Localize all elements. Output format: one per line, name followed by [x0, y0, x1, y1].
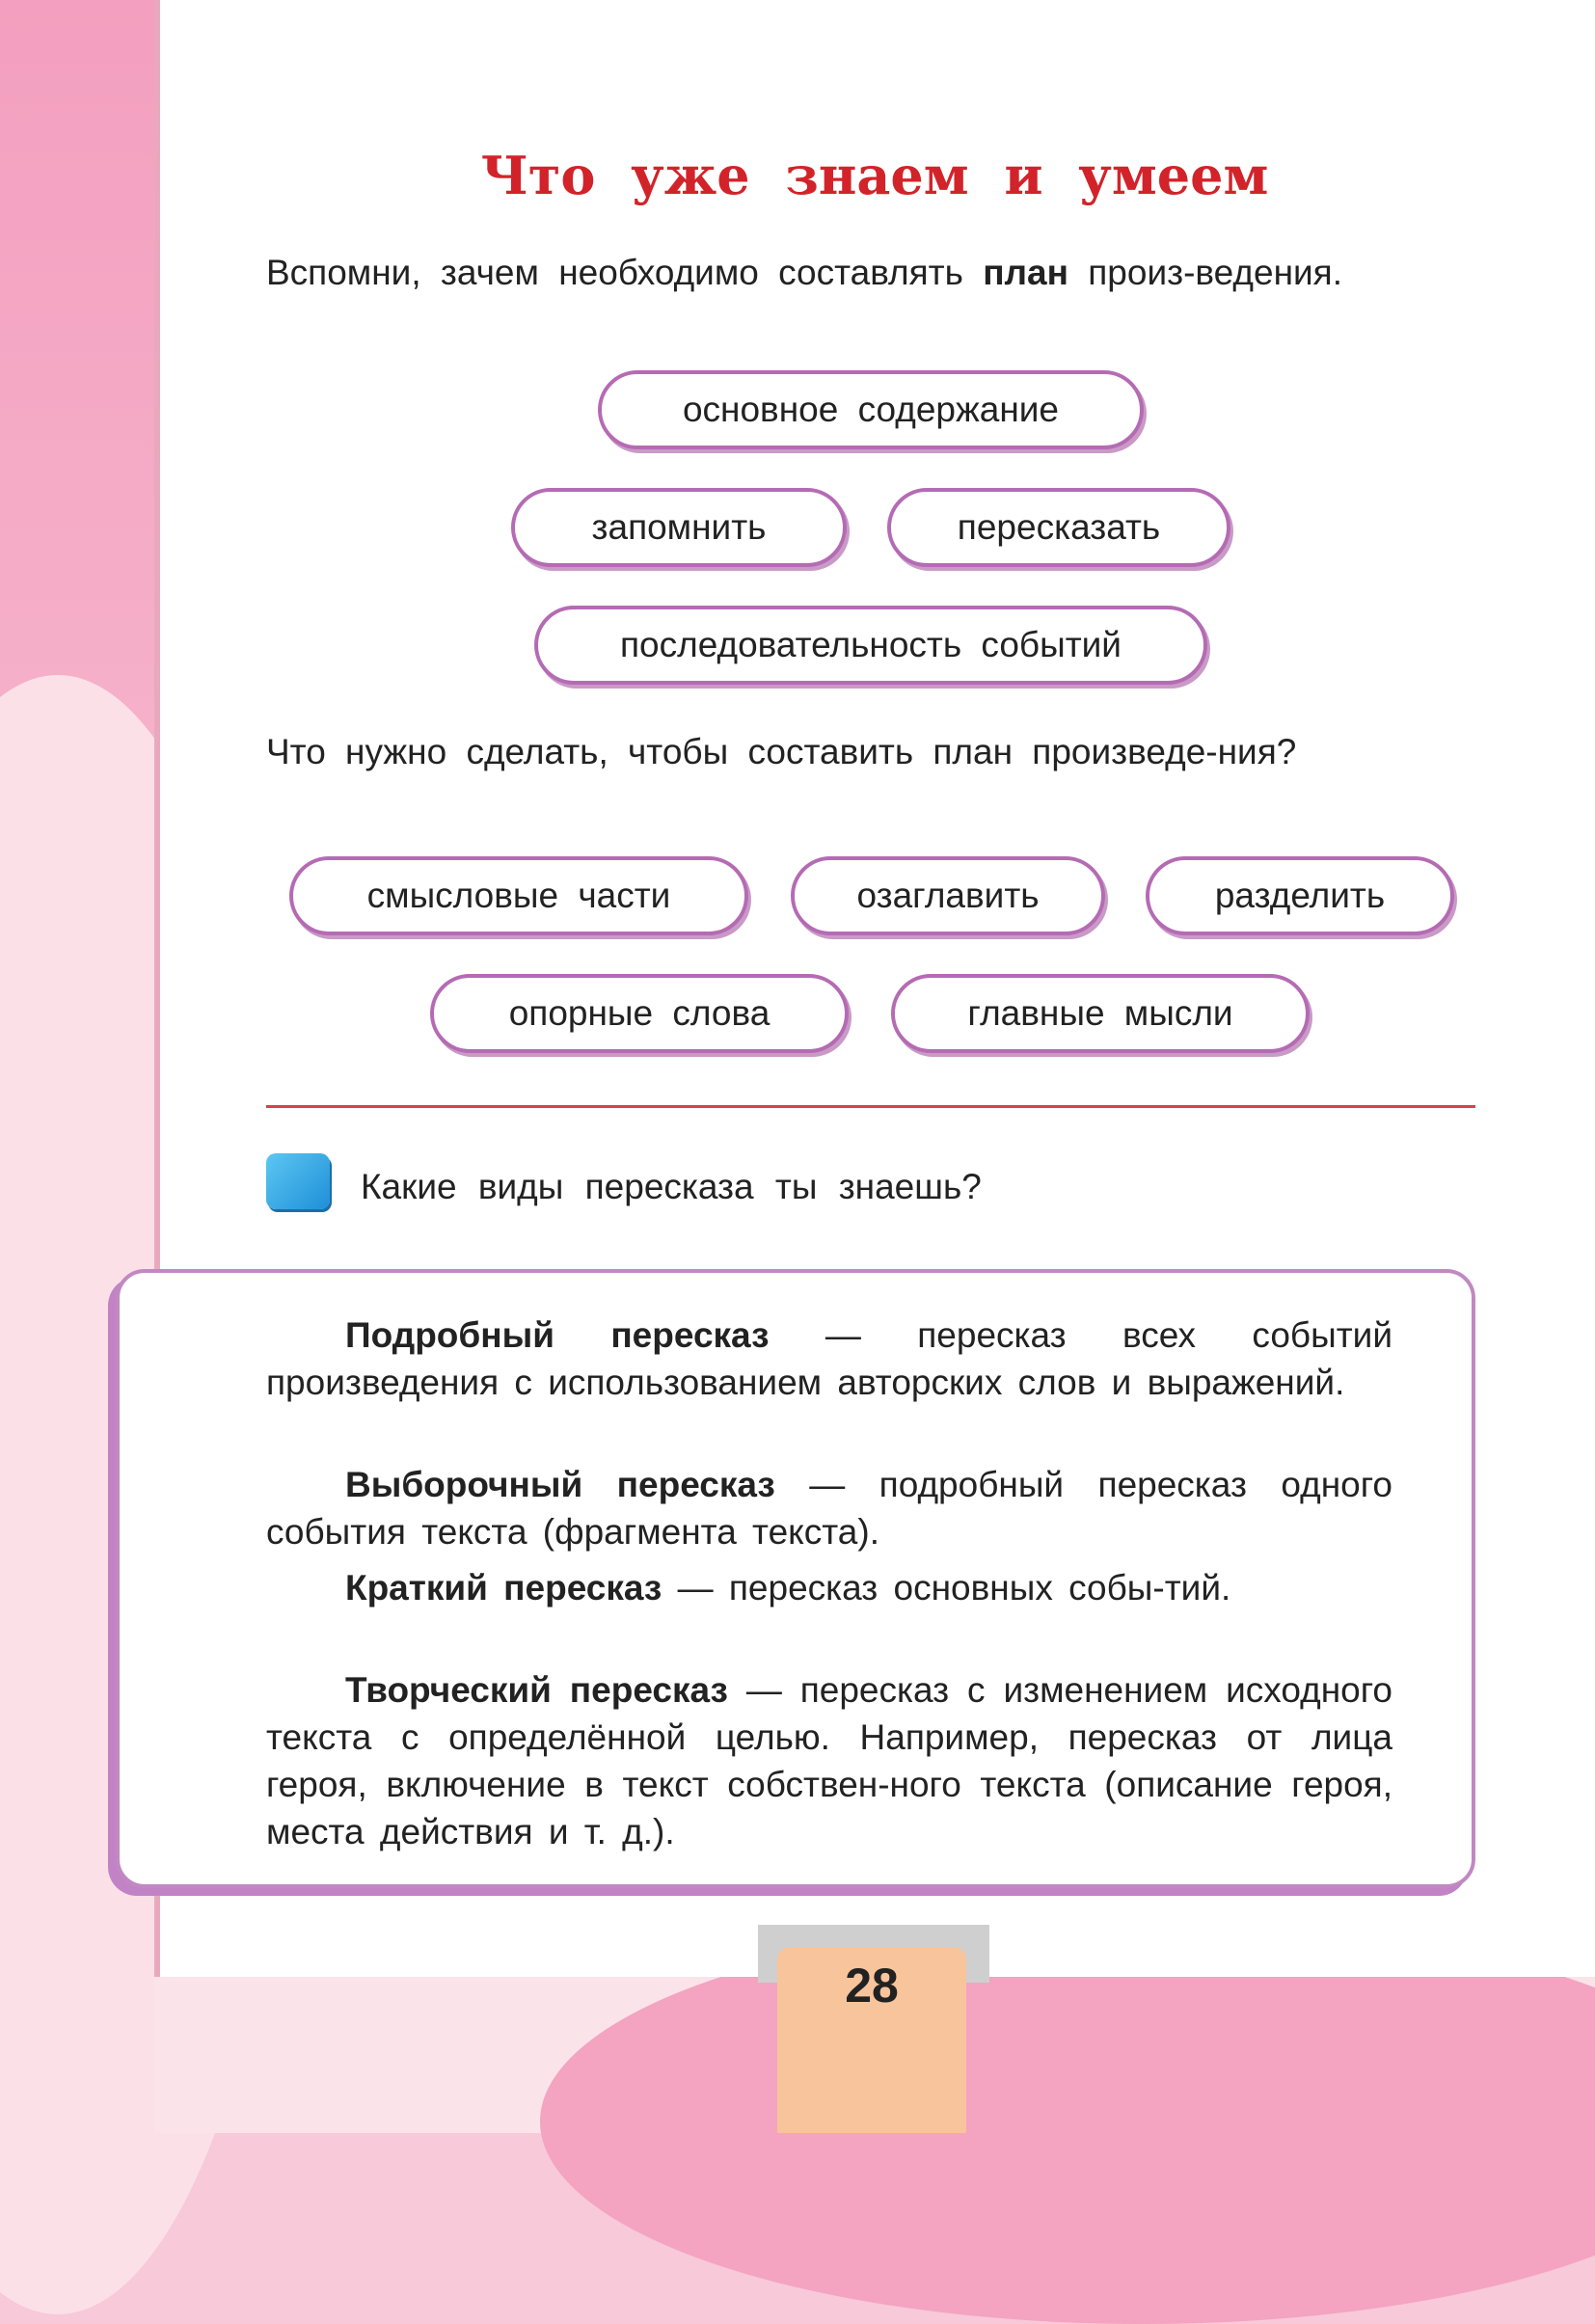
definition-brief	[266, 1564, 1392, 1611]
definition-term: Подробный пересказ	[345, 1315, 770, 1355]
definition-text: — подробный пересказ одного события текста (фрагмента текста).	[266, 1465, 1392, 1552]
intro-bold-word: план	[983, 253, 1068, 292]
definition-term: Краткий пересказ	[345, 1568, 662, 1608]
pill-retell: пересказать	[887, 488, 1230, 567]
definition-term: Творческий пересказ	[345, 1670, 728, 1710]
intro-paragraph	[266, 249, 1470, 297]
pill-divide: разделить	[1146, 856, 1454, 935]
pill-main-ideas: главные мысли	[891, 974, 1310, 1053]
pill-key-words: опорные слова	[430, 974, 849, 1053]
intro-text-a: Вспомни, зачем необходимо составлять	[266, 253, 963, 292]
pill-entitle: озаглавить	[791, 856, 1105, 935]
pill-remember: запомнить	[511, 488, 847, 567]
pill-sequence-of-events: последовательность событий	[534, 606, 1207, 685]
page-number: 28	[777, 1948, 966, 2133]
definition-term: Выборочный пересказ	[345, 1465, 775, 1504]
question-paragraph: Что нужно сделать, чтобы составить план произведе-ния?	[266, 732, 1297, 771]
definition-creative	[266, 1666, 1392, 1855]
definition-text: — пересказ всех событий произведения с использованием авторских слов и выражений.	[266, 1315, 1392, 1402]
retelling-question: Какие виды пересказа ты знаешь?	[361, 1167, 982, 1206]
pill-main-content: основное содержание	[598, 370, 1144, 449]
definition-detailed	[266, 1311, 1392, 1406]
blue-square-icon	[266, 1153, 330, 1209]
definition-text: — пересказ основных собы-тий.	[677, 1568, 1231, 1608]
pill-semantic-parts: смысловые части	[289, 856, 748, 935]
page-title: Что уже знаем и умеем	[480, 145, 1269, 206]
section-divider	[266, 1105, 1475, 1108]
definition-selective	[266, 1461, 1392, 1555]
definition-text: — пересказ с изменением исходного текста с определённой целью. Например, пересказ от лица героя, включение в текст собствен-ного текста (описание героя, места действия и т. д.).	[266, 1670, 1392, 1851]
intro-text-b: произ-ведения.	[1088, 253, 1342, 292]
